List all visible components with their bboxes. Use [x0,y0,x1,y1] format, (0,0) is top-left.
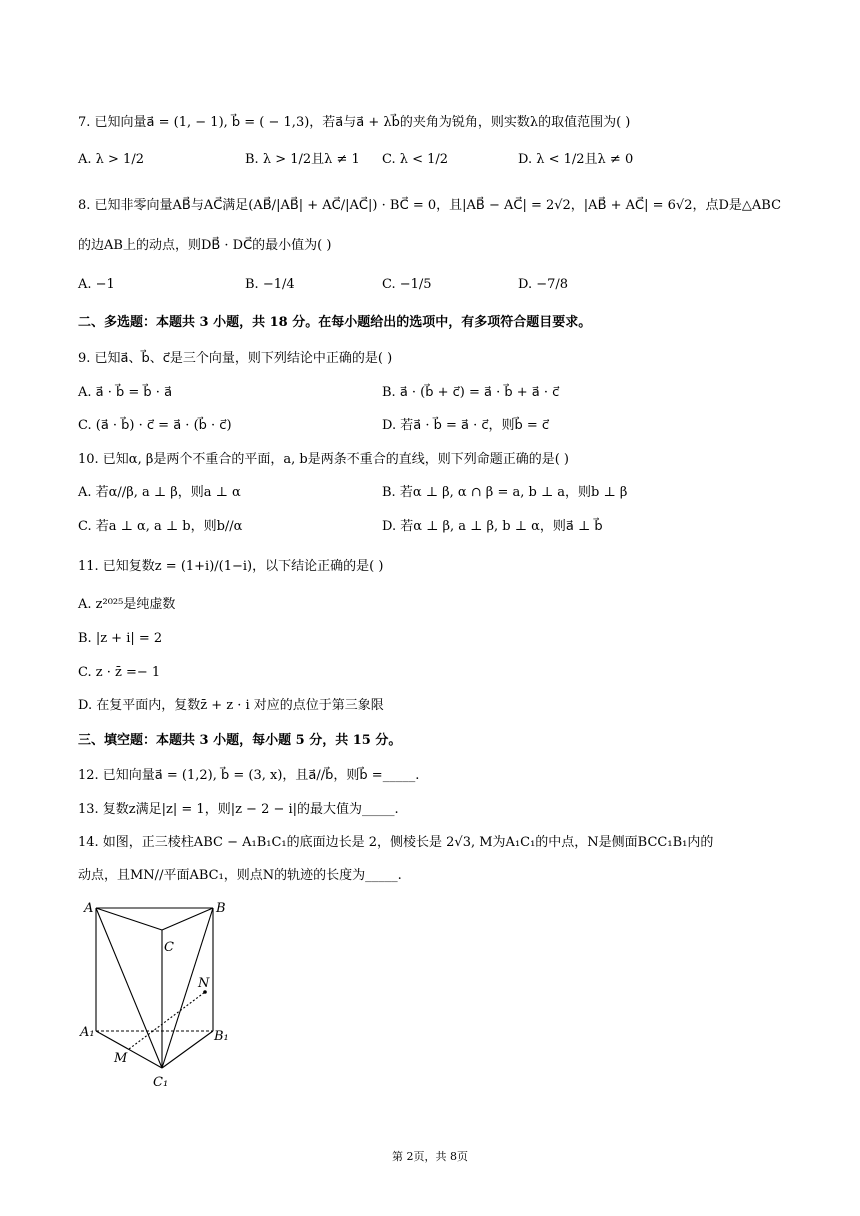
q7-option-a: A. λ > 1/2 [78,152,144,167]
prism-figure [72,890,242,1095]
q10-stem: 10. 已知α, β是两个不重合的平面，a, b是两条不重合的直线，则下列命题正确的是( ) [78,452,569,467]
section-multiple-choice-heading: 二、多选题：本题共 3 小题，共 18 分。在每小题给出的选项中，有多项符合题目要求。 [78,315,592,330]
q11-option-b: B. |z + i| = 2 [78,631,163,646]
label-a1: A₁ [80,1025,95,1040]
label-n: N [198,976,210,991]
label-b: B [216,901,226,916]
edge-ac [96,908,162,930]
q10-option-a: A. 若α//β, a ⊥ β，则a ⊥ α [78,485,241,500]
q10-option-d: D. 若α ⊥ β, a ⊥ β, b ⊥ α，则a⃗ ⊥ b⃗ [382,519,603,534]
q8-option-c: C. −1/5 [382,277,432,292]
edge-bc [162,908,213,930]
q9-option-c: C. (a⃗ · b⃗) · c⃗ = a⃗ · (b⃗ · c⃗) [78,418,232,433]
label-m: M [114,1051,128,1066]
label-c1: C₁ [153,1075,169,1090]
label-c: C [164,940,174,955]
q8-option-a: A. −1 [78,277,115,292]
q12-stem: 12. 已知向量a⃗ = (1,2), b⃗ = (3, x)，且a⃗//b⃗，则b⃗ =_____. [78,768,420,783]
q7-option-b: B. λ > 1/2且λ ≠ 1 [245,152,360,167]
q14-stem-line1: 14. 如图，正三棱柱ABC − A₁B₁C₁的底面边长是 2，侧棱长是 2√3, M为A₁C₁的中点，N是侧面BCC₁B₁内的 [78,835,714,850]
q10-option-b: B. 若α ⊥ β, α ∩ β = a, b ⊥ a，则b ⊥ β [382,485,628,500]
q11-option-c: C. z · z̄ =− 1 [78,665,161,680]
q8-option-d: D. −7/8 [518,277,569,292]
q8-stem-line1: 8. 已知非零向量AB⃗与AC⃗满足(AB⃗/|AB⃗| + AC⃗/|AC⃗|) · BC⃗ = 0，且|AB⃗ − AC⃗| = 2√2，|AB⃗ + AC⃗| = 6√2，点D是△ABC [78,198,782,213]
q11-option-a: A. z²⁰²⁵是纯虚数 [78,597,176,612]
q13-stem: 13. 复数z满足|z| = 1，则|z − 2 − i|的最大值为_____. [78,802,399,817]
segment-ac1 [96,908,162,1068]
q10-option-c: C. 若a ⊥ α, a ⊥ b，则b//α [78,519,243,534]
q7-option-c: C. λ < 1/2 [382,152,449,167]
q8-stem-line2: 的边AB上的动点，则DB⃗ · DC⃗的最小值为( ) [78,238,332,253]
q9-option-b: B. a⃗ · (b⃗ + c⃗) = a⃗ · b⃗ + a⃗ · c⃗ [382,385,560,400]
q7-stem: 7. 已知向量a⃗ = (1, − 1), b⃗ = ( − 1,3)，若a⃗与a⃗ + λb⃗的夹角为锐角，则实数λ的取值范围为( ) [78,115,631,130]
q11-stem: 11. 已知复数z = (1+i)/(1−i)，以下结论正确的是( ) [78,559,384,574]
edge-a1c1 [96,1031,162,1068]
edge-b1c1 [162,1031,213,1068]
q9-option-a: A. a⃗ · b⃗ = b⃗ · a⃗ [78,385,173,400]
section-fill-in-heading: 三、填空题：本题共 3 小题，每小题 5 分，共 15 分。 [78,733,402,748]
label-b1: B₁ [214,1029,229,1044]
q8-option-b: B. −1/4 [245,277,295,292]
segment-mn [129,992,205,1049]
q11-option-d: D. 在复平面内，复数z̄ + z · i 对应的点位于第三象限 [78,698,384,713]
page-footer: 第 2页，共 8页 [392,1150,468,1163]
q9-option-d: D. 若a⃗ · b⃗ = a⃗ · c⃗，则b⃗ = c⃗ [382,418,550,433]
q9-stem: 9. 已知a⃗、b⃗、c⃗是三个向量，则下列结论中正确的是( ) [78,351,393,366]
label-a: A [84,901,94,916]
q14-stem-line2: 动点，且MN//平面ABC₁，则点N的轨迹的长度为_____. [78,868,402,883]
q7-option-d: D. λ < 1/2且λ ≠ 0 [518,152,634,167]
